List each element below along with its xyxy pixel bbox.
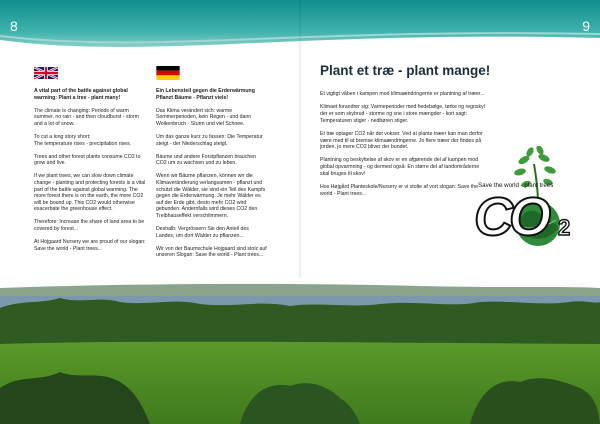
german-paragraph: Bäume und andere Forstpflanzen brauchen CO2 um zu wachsen und zu leben.: [156, 153, 257, 167]
english-paragraph: The climate is changing: Periods of warm summer, no rain - and then cloudburst - storm and a lot of snow.: [34, 107, 139, 127]
page-number-left: 8: [10, 18, 18, 34]
german-paragraph: Das Klima verändert sich: warme Sommerperioden, kein Regen - und dann Wolkenbruch - Sturm und viel Schnee.: [156, 107, 252, 127]
english-paragraph: To cut a long story short:: [34, 133, 91, 140]
german-paragraph: Wenn wir Bäume pflanzen, können wir die Klimaveränderung verlangsamen - pflanzt und schützt die Wälder, sie sind ein Teil des Kampfs gegen die Erderwärmung. Je mehr Wälder es auf der Erde gibt, desto mehr CO2 wird gebunden. Andernfalls wird dieses CO2 den Treibhauseffekt verschlimmern.: [156, 173, 266, 219]
uk-flag-icon: [34, 66, 58, 80]
english-paragraph: Trees and other forest plants consume CO2 to grow and live.: [34, 153, 141, 167]
danish-headline: Plant et træ - plant mange!: [320, 63, 491, 78]
danish-paragraph: Et vigtigt våben i kampen mod klimaændringerne er plantning af træer...: [320, 91, 485, 97]
page-number-right: 9: [582, 18, 590, 34]
landscape-photo: [0, 278, 600, 424]
danish-paragraph: Et træ optager CO2 når det vokser. Ved at plante træer kan man derfor være med til at bremse klimaændringerne. Jo flere træer der findes på jorden, jo mere CO2 bliver der bundet.: [320, 130, 483, 151]
german-paragraph: Deshalb: Vergrössern Sie den Anteil des Landes, um dort Wälder zu pflanzen...: [156, 226, 249, 239]
logo-slogan: Save the world - plant trees: [478, 182, 554, 189]
danish-paragraph: Plantning og beskyttelse af skov er en afgørende del af kampen mod global opvarmning - og dermed også: En større del af landområderne skal bruges til skov!: [320, 157, 480, 177]
logo-co2-subscript: 2: [558, 215, 571, 240]
english-paragraph: At Hojgaard Nursery we are proud of our slogan: Save the world - Plant trees...: [34, 239, 146, 252]
german-flag-icon: [156, 66, 180, 80]
danish-text-column: [320, 91, 488, 204]
danish-paragraph: Klimaet forandrer sig: Varmeperioder med hedebølge, tørke og regnskyl der er som skybrud - storme og sne i store mængder - kort sagt: Temperaturen stiger - nedbøren stiger.: [320, 104, 485, 124]
danish-paragraph: Hos Højgård Planteskole/Nursery er vi stolte af vort slogan: Save the world - Plant trees...: [320, 184, 479, 197]
english-lead: A vital part of the battle against global warming: Plant a tree - plant many!: [34, 88, 128, 101]
english-text-column: [34, 88, 146, 259]
german-paragraph: Um das ganze kurz zu fassen: Die Temperatur steigt - der Niederschlag steigt.: [156, 133, 263, 147]
english-paragraph: If we plant trees, we can slow down climate change - planting and protecting forests is a vital part of the battle against global warming. The more forest there is on the earth, the more CO2 will be bound up. This CO2 would otherwise exacerbate the greenhouse effect.: [34, 173, 146, 213]
german-lead: Ein Lebensteil gegen die Erderwärmung Pflanzt Bäume - Pflanzt viele!: [156, 88, 255, 101]
english-paragraph: Therefore: Increase the share of land area to be covered by forest...: [34, 219, 145, 232]
german-paragraph: Wir von der Baumschule Hojgaard sind stolz auf unseren Slogan: Save the world - Plant trees...: [156, 245, 267, 259]
logo-co-mark: CO: [474, 187, 547, 247]
english-paragraph: The temperature rises - precipitation rises.: [34, 140, 132, 147]
german-text-column: [156, 88, 268, 265]
